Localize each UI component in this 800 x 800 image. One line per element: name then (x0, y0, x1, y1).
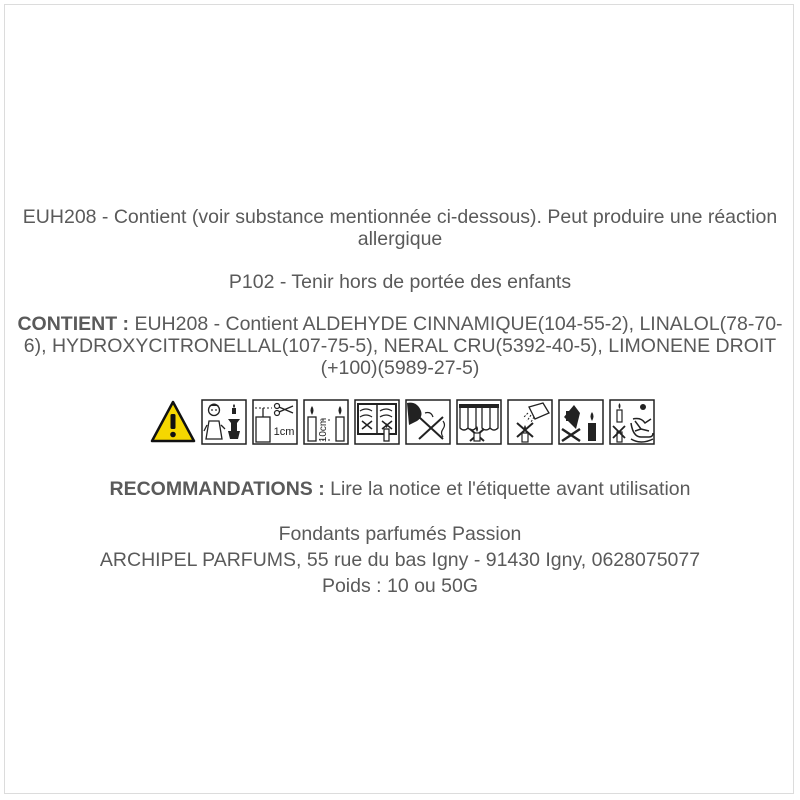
no-water-on-flame-icon (507, 399, 553, 445)
product-name: Fondants parfumés Passion (278, 523, 522, 545)
warning-triangle-icon (150, 399, 196, 445)
candles-10cm-apart-icon (303, 399, 349, 445)
hazard-statement: EUH208 - Contient (voir substance mentionnée ci-dessous). Peut produire une réaction allergique (22, 206, 778, 250)
trim-wick-1cm-icon (252, 399, 298, 445)
product-label (10, 206, 790, 599)
no-draft-icon (354, 399, 400, 445)
manufacturer-address: ARCHIPEL PARFUMS, 55 rue du bas Igny - 91430 Igny, 0628075077 (99, 549, 701, 571)
contains-label: CONTIENT : (17, 313, 130, 335)
precaution-statement: P102 - Tenir hors de portée des enfants (228, 271, 572, 293)
contains-text: EUH208 - Contient ALDEHYDE CINNAMIQUE(104-55-2), LINALOL(78-70-6), HYDROXYCITRONELLAL(107-75-5), NERAL CRU(5392-40-5), LIMONENE DROIT (+100)(5989-27-5) (23, 313, 783, 379)
recommendations (10, 478, 790, 500)
recommendations-label: RECOMMANDATIONS : (109, 478, 325, 500)
no-flammable-objects-icon (558, 399, 604, 445)
candles-spacing-label: 10cm (317, 417, 329, 443)
do-not-breathe-smoke-icon (405, 399, 451, 445)
contains-statement (10, 313, 790, 379)
keep-away-from-children-icon (201, 399, 247, 445)
product-weight: Poids : 10 ou 50G (321, 575, 479, 597)
safety-pictograms (14, 399, 790, 445)
no-curtains-icon (456, 399, 502, 445)
recommendations-text: Lire la notice et l'étiquette avant utilisation (330, 478, 691, 500)
trim-wick-label: 1cm (273, 426, 294, 438)
never-leave-unattended-icon (609, 399, 655, 445)
